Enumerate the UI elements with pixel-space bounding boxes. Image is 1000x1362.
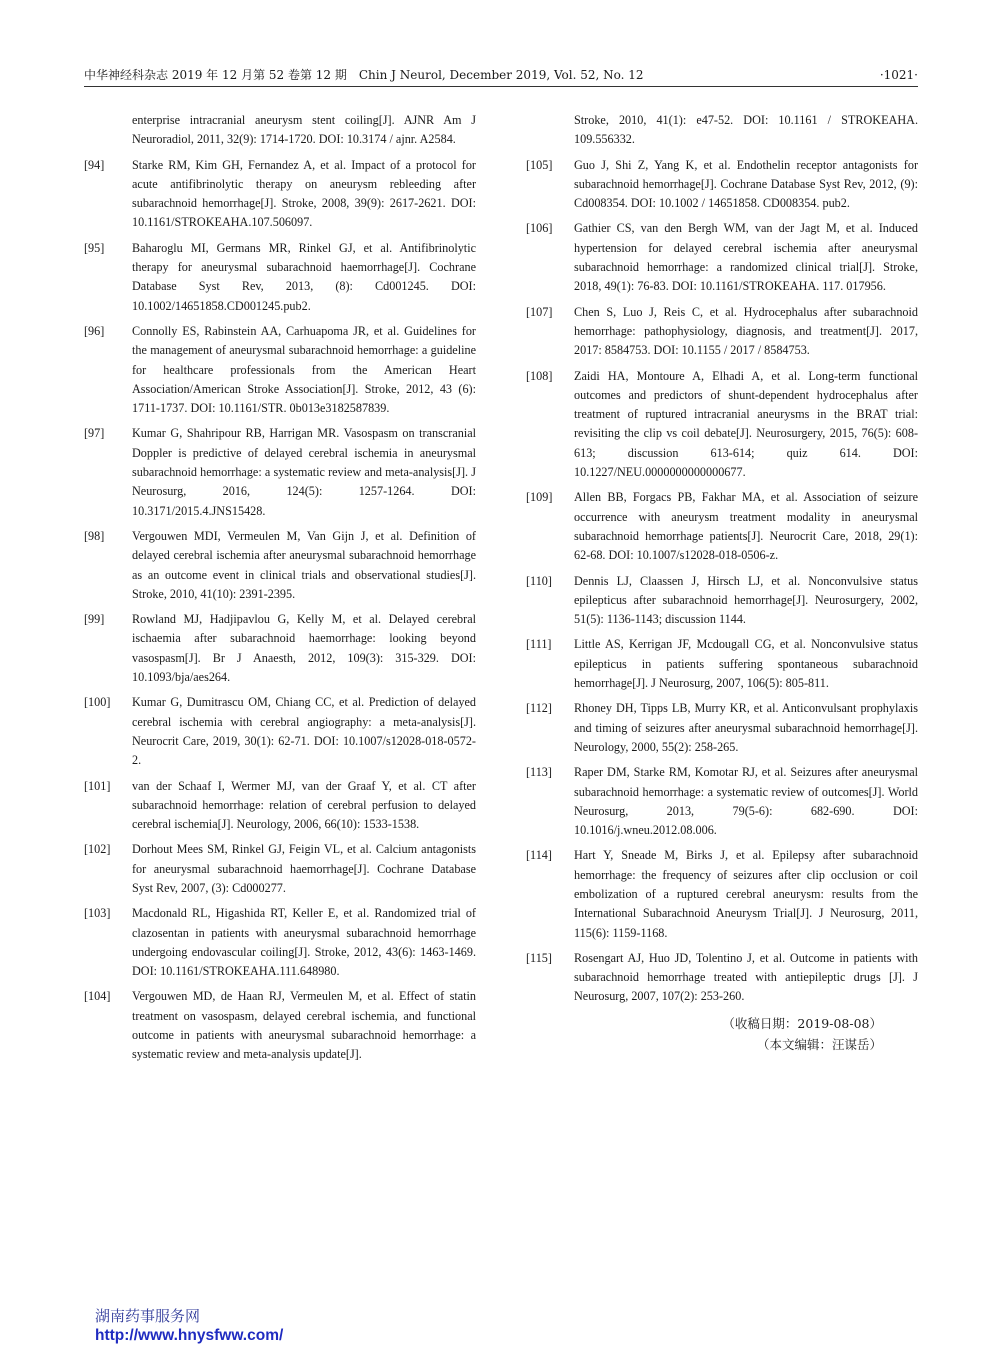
reference-item [84, 904, 476, 981]
reference-number: [104] [84, 989, 111, 1004]
reference-number: [108] [526, 368, 553, 383]
reference-item [84, 322, 476, 418]
reference-number: [115] [526, 950, 552, 965]
reference-text: Dorhout Mees SM, Rinkel GJ, Feigin VL, et al. Calcium antagonists for aneurysmal subarachnoid haemorrhage[J]. Cochrane Database Syst Rev, 2007, (3): Cd000277. [132, 842, 476, 895]
reference-number: [114] [526, 848, 552, 863]
reference-item [526, 572, 918, 630]
reference-item [84, 527, 476, 604]
reference-text: Macdonald RL, Higashida RT, Keller E, et al. Randomized trial of clazosentan in patients with aneurysmal subarachnoid hemorrhage undergoing endovascular coiling[J]. Stroke, 2012, 43(6): 1463-1469. DOI: 10.1161/STROKEAHA.111.648980. [132, 906, 476, 979]
header-divider [84, 86, 918, 87]
reference-item [84, 987, 476, 1064]
reference-number: [99] [84, 612, 105, 627]
reference-text: Rowland MJ, Hadjipavlou G, Kelly M, et al. Delayed cerebral ischaemia after subarachnoid haemorrhage: looking beyond vasospasm[J]. Br J Anaesth, 2012, 109(3): 315-329. DOI: 10.1093/bja/aes264. [132, 612, 476, 685]
reference-text: Stroke, 2010, 41(1): e47-52. DOI: 10.1161 / STROKEAHA. 109.556332. [574, 113, 918, 147]
watermark-url-link[interactable]: http://www.hnysfww.com/ [95, 1327, 284, 1344]
reference-text: van der Schaaf I, Wermer MJ, van der Graaf Y, et al. CT after subarachnoid hemorrhage: relation of cerebral perfusion to delayed cerebral ischemia[J]. Neurology, 2006, 66(10): 1533-1538. [132, 778, 476, 832]
reference-number: [103] [84, 906, 111, 921]
reference-text: Raper DM, Starke RM, Komotar RJ, et al. Seizures after aneurysmal subarachnoid hemorrhage: a systematic review of outcomes[J]. World Neurosurg, 2013, 79(5-6): 682-690. DOI: 10.1016/j.wneu.2012.08.006. [574, 765, 918, 838]
editor-note: （本文编辑：汪谋岳） [756, 1036, 882, 1052]
reference-item [84, 111, 476, 150]
page-number: ·1021· [879, 68, 918, 82]
reference-number: [111] [526, 637, 552, 652]
reference-text: Zaidi HA, Montoure A, Elhadi A, et al. Long-term functional outcomes and predictors of shunt-dependent hydrocephalus after treatment of ruptured intracranial aneurysms in the BRAT trial: revisiting the clip vs coil debate[J]. Neurosurgery, 2015, 76(5): 608-613; discussion 613-614; quiz 614. DOI: 10.1227/NEU.0000000000000677. [574, 368, 918, 480]
reference-item [526, 219, 918, 296]
reference-text: Starke RM, Kim GH, Fernandez A, et al. Impact of a protocol for acute antifibrinolytic therapy on aneurysm rebleeding after subarachnoid hemorrhage[J]. Stroke, 2008, 39(9): 2617-2621. DOI: 10.1161/STROKEAHA.107.506097. [132, 157, 476, 230]
reference-text: Dennis LJ, Claassen J, Hirsch LJ, et al. Nonconvulsive status epilepticus after subarachnoid hemorrhage[J]. Neurosurgery, 2002, 51(5): 1136-1143; discussion 1144. [574, 573, 918, 627]
watermark-site-name: 湖南药事服务网 [95, 1307, 201, 1325]
reference-text: Kumar G, Shahripour RB, Harrigan MR. Vasospasm on transcranial Doppler is predictive of delayed cerebral ischemia in aneurysmal subarachnoid hemorrhage: a systematic review and meta-analysis[J]. J Neurosurg, 2016, 124(5): 1257-1264. DOI: 10.3171/2015.4.JNS15428. [132, 426, 476, 518]
reference-item [526, 303, 918, 361]
reference-item [84, 840, 476, 898]
reference-item [84, 777, 476, 835]
reference-item [526, 156, 918, 214]
reference-text: Rhoney DH, Tipps LB, Murry KR, et al. Anticonvulsant prophylaxis and timing of seizures after aneurysmal subarachnoid hemorrhage[J]. Neurology, 2000, 55(2): 258-265. [574, 701, 918, 754]
reference-number: [94] [84, 157, 105, 172]
reference-number: [100] [84, 695, 111, 710]
reference-item [526, 488, 918, 565]
reference-text: Connolly ES, Rabinstein AA, Carhuapoma JR, et al. Guidelines for the management of aneurysmal subarachnoid hemorrhage: a guideline for healthcare professionals from the American Heart Association/American Stroke Association[J]. Stroke, 2012, 43 (6): 1711-1737. DOI: 10.1161/STR. 0b013e3182587839. [132, 323, 476, 416]
reference-text: Vergouwen MD, de Haan RJ, Vermeulen M, et al. Effect of statin treatment on vasospasm, delayed cerebral ischemia, and functional outcome in patients with aneurysmal subarachnoid hemorrhage: a systematic review and meta-analysis update[J]. [132, 989, 476, 1062]
reference-number: [95] [84, 240, 105, 255]
reference-item [526, 949, 918, 1007]
reference-number: [112] [526, 701, 552, 716]
reference-number: [105] [526, 157, 553, 172]
reference-item [526, 111, 918, 150]
reference-item [526, 635, 918, 693]
reference-text: Chen S, Luo J, Reis C, et al. Hydrocephalus after subarachnoid hemorrhage: pathophysiology, diagnosis, and treatment[J]. 2017, 2017: 8584753. DOI: 10.1155 / 2017 / 8584753. [574, 304, 918, 358]
left-column [84, 111, 476, 1071]
reference-number: [106] [526, 221, 553, 236]
reference-text: Guo J, Shi Z, Yang K, et al. Endothelin receptor antagonists for subarachnoid hemorrhage[J]. Cochrane Database Syst Rev, 2012, (9): Cd008354. DOI: 10.1002 / 14651858. CD008354. pub2. [574, 157, 918, 211]
reference-text: Little AS, Kerrigan JF, Mcdougall CG, et al. Nonconvulsive status epilepticus in patients suffering spontaneous subarachnoid hemorrhage[J]. J Neurosurg, 2007, 106(5): 805-811. [574, 637, 918, 691]
reference-text: Vergouwen MDI, Vermeulen M, Van Gijn J, et al. Definition of delayed cerebral ischemia after aneurysmal subarachnoid hemorrhage as an outcome event in clinical trials and observational studies[J]. Stroke, 2010, 41(10): 2391-2395. [132, 528, 476, 601]
reference-text: Allen BB, Forgacs PB, Fakhar MA, et al. Association of seizure occurrence with aneurysm treatment modality in aneurysmal subarachnoid hemorrhage patients[J]. Neurocrit Care, 2018, 29(1): 62-68. DOI: 10.1007/s12028-018-0506-z. [574, 490, 918, 563]
journal-header: 中华神经科杂志 2019 年 12 月第 52 卷第 12 期 Chin J Neurol, December 2019, Vol. 52, No. 12 [84, 68, 644, 82]
right-column [526, 111, 918, 1055]
reference-number: [113] [526, 765, 552, 780]
reference-item [526, 846, 918, 942]
reference-item [84, 239, 476, 316]
reference-number: [98] [84, 528, 105, 543]
reference-text: Rosengart AJ, Huo JD, Tolentino J, et al. Outcome in patients with subarachnoid hemorrhage treated with antiepileptic drugs [J]. J Neurosurg, 2007, 107(2): 253-260. [574, 950, 918, 1004]
reference-number: [109] [526, 490, 553, 505]
reference-item [526, 763, 918, 840]
reference-number: [101] [84, 778, 111, 793]
reference-text: Hart Y, Sneade M, Birks J, et al. Epilepsy after subarachnoid hemorrhage: the frequency of seizures after clip occlusion or coil embolization of a ruptured cerebral aneurysm: results from the International Subarachnoid Aneurysm Trial[J]. J Neurosurg, 2011, 115(6): 1159-1168. [574, 848, 918, 940]
reference-number: [96] [84, 323, 105, 338]
site-watermark [95, 1307, 283, 1345]
reference-text: Gathier CS, van den Bergh WM, van der Jagt M, et al. Induced hypertension for delayed cerebral ischemia after aneurysmal subarachnoid hemorrhage: a randomized clinical trial[J]. Stroke, 2018, 49(1): 76-83. DOI: 10.1161/STROKEAHA. 117. 017956. [574, 221, 918, 294]
reference-number: [107] [526, 304, 553, 319]
reference-text: Kumar G, Dumitrascu OM, Chiang CC, et al. Prediction of delayed cerebral ischemia with cerebral angiography: a meta-analysis[J]. Neurocrit Care, 2019, 30(1): 62-71. DOI: 10.1007/s12028-018-0572-2. [132, 695, 476, 768]
reference-item [526, 699, 918, 757]
reference-item [84, 610, 476, 687]
received-date: （收稿日期：2019-08-08） [722, 1015, 882, 1031]
reference-item [84, 693, 476, 770]
reference-text: enterprise intracranial aneurysm stent coiling[J]. AJNR Am J Neuroradiol, 2011, 32(9): 1714-1720. DOI: 10.3174 / ajnr. A2584. [132, 113, 476, 147]
reference-item [84, 424, 476, 520]
reference-number: [102] [84, 842, 111, 857]
reference-text: Baharoglu MI, Germans MR, Rinkel GJ, et al. Antifibrinolytic therapy for aneurysmal subarachnoid haemorrhage[J]. Cochrane Database Syst Rev, 2013, (8): Cd001245. DOI: 10.1002/14651858.CD001245.pub2. [132, 240, 476, 313]
reference-item [84, 156, 476, 233]
reference-number: [110] [526, 573, 552, 588]
reference-number: [97] [84, 426, 105, 441]
reference-item [526, 367, 918, 483]
running-header [84, 66, 918, 84]
